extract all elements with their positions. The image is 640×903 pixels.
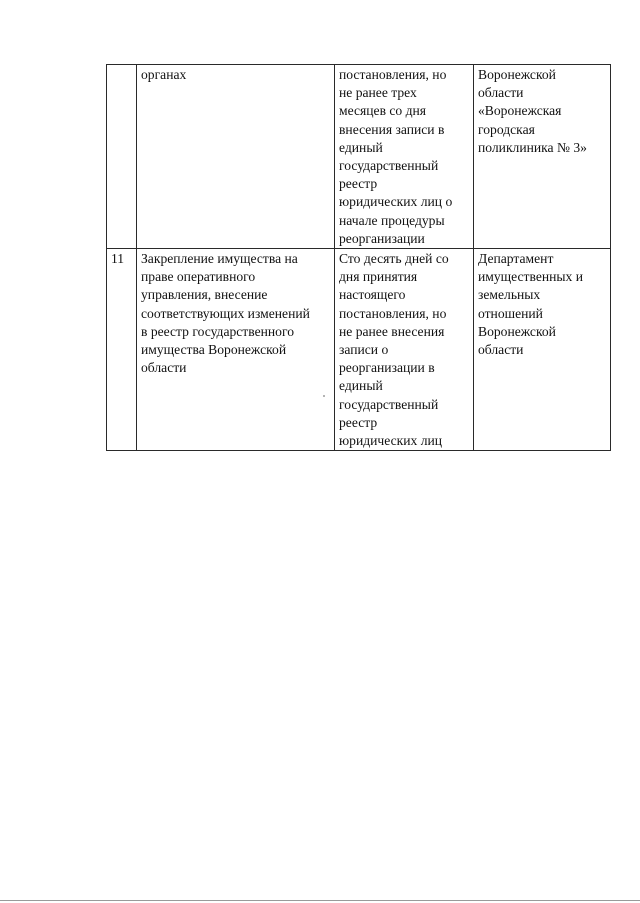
scan-edge-line bbox=[0, 899, 640, 903]
responsible-text: Воронежской области «Воронежская городская поликлиника № 3» bbox=[478, 67, 587, 155]
action-cell bbox=[137, 65, 335, 249]
scan-speck bbox=[323, 395, 325, 397]
deadline-text: постановления, но не ранее трех месяцев со дня внесения записи в единый государственный реестр юридических лиц о начале процедуры реорганизации bbox=[339, 67, 453, 246]
row-number: 11 bbox=[111, 251, 125, 267]
deadline-cell bbox=[335, 65, 474, 249]
responsible-cell bbox=[474, 249, 611, 451]
action-text: Закрепление имущества на праве оперативного управления, внесение соответствующих изменений в реестр государственного имущества Воронежской области bbox=[141, 251, 310, 376]
table-row bbox=[107, 65, 611, 249]
measures-table bbox=[106, 64, 611, 451]
deadline-cell bbox=[335, 249, 474, 451]
responsible-cell bbox=[474, 65, 611, 249]
action-cell bbox=[137, 249, 335, 451]
row-number-cell bbox=[107, 249, 137, 451]
deadline-text: Сто десять дней со дня принятия настоящего постановления, но не ранее внесения записи о реорганизации в единый государственный реестр юридических лиц bbox=[339, 251, 449, 449]
table-row bbox=[107, 249, 611, 451]
action-text: органах bbox=[141, 67, 187, 82]
row-number-cell bbox=[107, 65, 137, 249]
responsible-text: Департамент имущественных и земельных отношений Воронежской области bbox=[478, 251, 584, 358]
